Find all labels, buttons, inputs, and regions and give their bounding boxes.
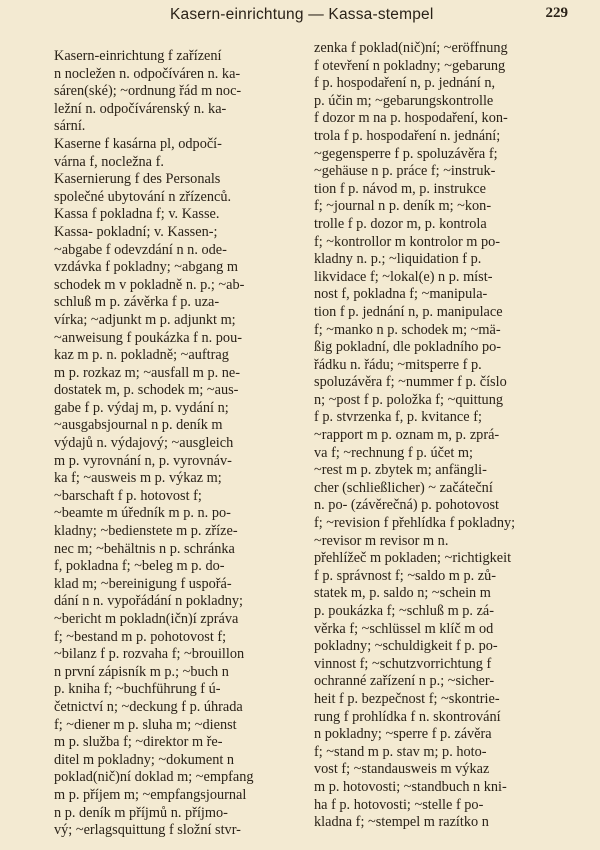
dictionary-line: f dozor m na p. hospodaření, kon- (314, 110, 508, 127)
dictionary-line: tion f p. jednání n, p. manipulace (314, 303, 503, 320)
dictionary-line: ka f; ~ausweis m p. výkaz m; (54, 470, 222, 487)
dictionary-line: f, pokladna f; ~beleg m p. do- (54, 558, 225, 575)
dictionary-line: f p. správnost f; ~saldo m p. zů- (314, 567, 497, 584)
dictionary-line: m p. příjem m; ~empfangsjournal (54, 786, 247, 803)
dictionary-line: va f; ~rechnung f p. účet m; (314, 444, 473, 461)
dictionary-line: zenka f poklad(nič)ní; ~eröffnung (314, 40, 508, 56)
dictionary-line: vinnost f; ~schutzvorrichtung f (314, 655, 492, 672)
running-header (0, 0, 600, 36)
dictionary-line: statek m, p. saldo n; ~schein m (314, 585, 491, 602)
dictionary-line: f; ~kontrollor m kontrolor m po- (314, 233, 501, 250)
dictionary-column-right (314, 40, 576, 832)
dictionary-line: ~abgabe f odevzdání n n. ode- (54, 241, 227, 258)
dictionary-line: ~bilanz f p. rozvaha f; ~brouillon (54, 646, 245, 663)
dictionary-line: ßig pokladní, dle pokladního po- (314, 339, 502, 356)
dictionary-line: ~barschaft f p. hotovost f; (54, 487, 202, 504)
dictionary-line: ~ausgabsjournal n p. deník m (54, 417, 223, 434)
dictionary-line: trola f p. hospodaření n. jednání; (314, 127, 501, 144)
dictionary-line: rung f prohlídka f n. skontrování (314, 708, 501, 725)
dictionary-line: kladny n. p.; ~liquidation f p. (314, 251, 482, 268)
dictionary-line: vost f; ~standausweis m výkaz (314, 761, 490, 778)
dictionary-line: f; ~diener m p. sluha m; ~dienst (54, 716, 237, 733)
dictionary-line: ~gehäuse n p. práce f; ~instruk- (314, 163, 496, 180)
dictionary-line: várna f, nocležna f. (54, 153, 164, 170)
dictionary-line: p. kniha f; ~buchführung f ú- (54, 681, 221, 698)
dictionary-line: ~gegensperre f p. spoluzávěra f; (314, 145, 498, 162)
dictionary-line: ha f p. hotovosti; ~stelle f po- (314, 796, 484, 813)
dictionary-line: n pokladny; ~sperre f p. závěra (314, 726, 492, 743)
dictionary-line: f otevření n pokladny; ~gebarung (314, 57, 506, 74)
dictionary-line: f; ~stand m p. stav m; p. hoto- (314, 743, 487, 760)
dictionary-line: ležní n. odpočívárenský n. ka- (54, 100, 227, 117)
dictionary-line: m p. rozkaz m; ~ausfall m p. ne- (54, 364, 240, 381)
dictionary-line: pokladny; ~schuldigkeit f p. po- (314, 638, 498, 655)
dictionary-line: Kaserne f kasárna pl, odpočí- (54, 135, 222, 152)
dictionary-line: ochranné zařízení n p.; ~sicher- (314, 673, 495, 690)
dictionary-line: ~rapport m p. oznam m, p. zprá- (314, 427, 500, 444)
running-title: Kasern-einrichtung — Kassa-stempel (170, 6, 434, 23)
dictionary-line: četnictví n; ~deckung f p. úhrada (54, 698, 243, 715)
dictionary-line: ~bericht m pokladn(ičn)í zpráva (54, 611, 239, 627)
dictionary-line: ~beamte m úředník m p. n. po- (54, 505, 231, 522)
dictionary-line: ~rest m p. zbytek m; anfängli- (314, 462, 487, 479)
dictionary-line: n p. deník m příjmů n. příjmo- (54, 804, 228, 821)
dictionary-line: likvidace f; ~lokal(e) n p. míst- (314, 268, 493, 285)
dictionary-line: f; ~revision f přehlídka f pokladny; (314, 515, 516, 532)
dictionary-line: společné ubytování n zřízenců. (54, 188, 232, 205)
dictionary-line: sární. (54, 118, 86, 135)
dictionary-line: ~anweisung f poukázka f n. pou- (54, 329, 242, 346)
dictionary-line: spoluzávěra f; ~nummer f p. číslo (314, 374, 507, 391)
dictionary-line: f; ~manko n p. schodek m; ~mä- (314, 321, 501, 338)
dictionary-line: vírka; ~adjunkt m p. adjunkt m; (54, 311, 236, 328)
dictionary-line: m p. služba f; ~direktor m ře- (54, 734, 223, 751)
dictionary-line: dostatek m, p. schodek m; ~aus- (54, 382, 239, 399)
dictionary-line: kladna f; ~stempel m razítko n (314, 814, 489, 831)
dictionary-line: f p. stvrzenka f, p. kvitance f; (314, 409, 482, 426)
dictionary-line: Kasernierung f des Personals (54, 171, 221, 188)
dictionary-line: f; ~journal n p. deník m; ~kon- (314, 198, 492, 215)
dictionary-line: tion f p. návod m, p. instrukce (314, 180, 486, 197)
page-number: 229 (545, 5, 568, 21)
dictionary-line: m p. hotovosti; ~standbuch n kni- (314, 778, 507, 795)
dictionary-line: poklad(nič)ní doklad m; ~empfang (54, 769, 254, 786)
dictionary-line: schodek m v pokladně n. p.; ~ab- (54, 276, 245, 293)
dictionary-line: nec m; ~behältnis n p. schránka (54, 540, 235, 557)
dictionary-column-left (54, 48, 297, 840)
dictionary-line: f p. hospodaření n, p. jednání n, (314, 75, 496, 92)
dictionary-line: Kassa f pokladna f; v. Kasse. (54, 206, 220, 223)
dictionary-line: gabe f p. výdaj m, p. vydání n; (54, 399, 229, 416)
dictionary-line: výdajů n. výdajový; ~ausgleich (54, 435, 234, 452)
dictionary-line: p. poukázka f; ~schluß m p. zá- (314, 603, 495, 619)
dictionary-line: dání n n. vypořádání n pokladny; (54, 593, 244, 610)
dictionary-line: kaz m p. n. pokladně; ~auftrag (54, 347, 229, 364)
dictionary-line: f; ~bestand m p. pohotovost f; (54, 628, 227, 645)
dictionary-line: n; ~post f p. položka f; ~quittung (314, 391, 504, 408)
dictionary-line: přehlížeč m pokladen; ~richtigkeit (314, 550, 512, 567)
dictionary-line: cher (schließlicher) ~ začáteční (314, 479, 493, 496)
dictionary-line: ~revisor m revisor m n. (314, 532, 449, 549)
dictionary-line: n. po- (závěrečná) p. pohotovost (314, 497, 500, 514)
dictionary-line: ditel m pokladny; ~dokument n (54, 751, 235, 768)
dictionary-line: vý; ~erlagsquittung f složní stvr- (54, 822, 241, 839)
dictionary-line: trolle f p. dozor m, p. kontrola (314, 215, 487, 232)
dictionary-line: klad m; ~bereinigung f uspořá- (54, 575, 232, 592)
dictionary-line: nost f, pokladna f; ~manipula- (314, 286, 488, 303)
dictionary-line: m p. vyrovnání n, p. vyrovnáv- (54, 452, 232, 469)
dictionary-line: vzdávka f pokladny; ~abgang m (54, 259, 239, 276)
dictionary-line: n první zápisník m p.; ~buch n (54, 663, 229, 680)
dictionary-line: Kasern-einrichtung f zařízení (54, 48, 222, 64)
dictionary-line: Kassa- pokladní; v. Kassen-; (54, 223, 218, 240)
dictionary-line: schluß m p. závěrka f p. uza- (54, 294, 220, 311)
dictionary-line: p. účin m; ~gebarungskontrolle (314, 92, 494, 109)
dictionary-line: n nocležen n. odpočíváren n. ka- (54, 65, 241, 82)
dictionary-line: heit f p. bezpečnost f; ~skontrie- (314, 690, 500, 707)
dictionary-line: kladny; ~bedienstete m p. zříze- (54, 523, 238, 540)
dictionary-line: řádku n. řádu; ~mitsperre f p. (314, 356, 482, 373)
dictionary-line: sáren(ské); ~ordnung řád m noc- (54, 83, 242, 100)
dictionary-line: věrka f; ~schlüssel m klíč m od (314, 620, 494, 637)
